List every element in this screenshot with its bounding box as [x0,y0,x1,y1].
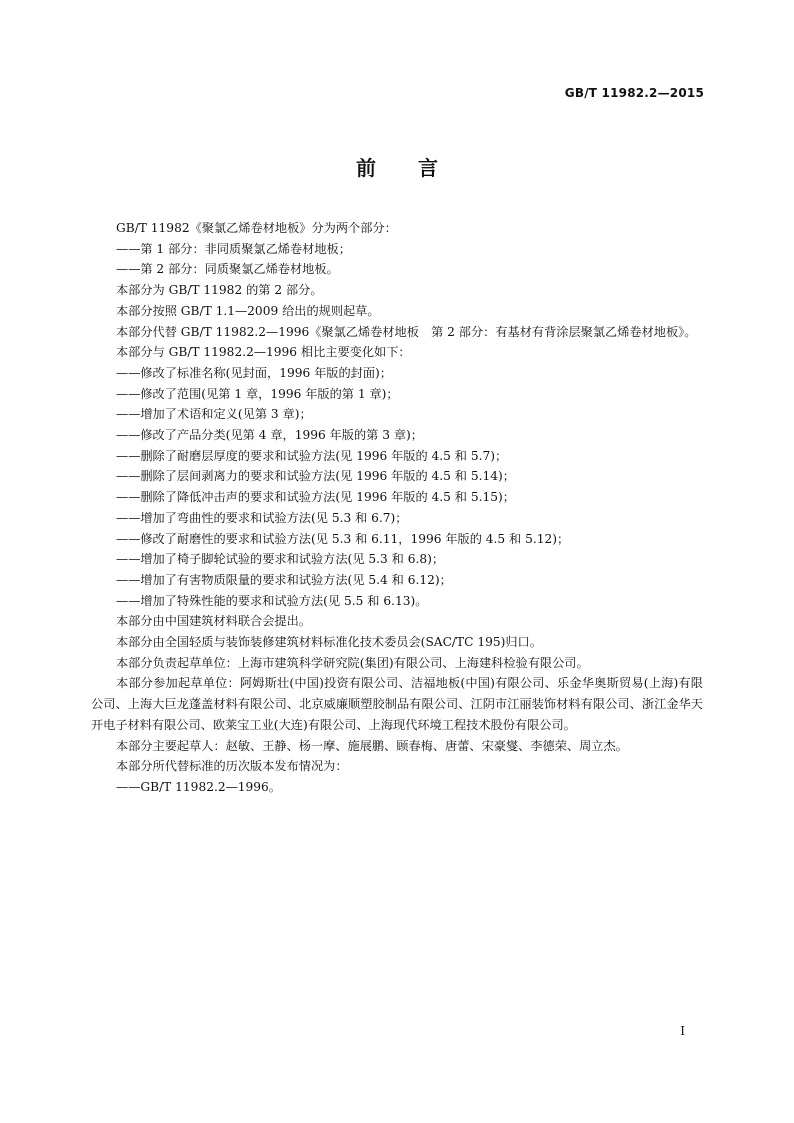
paragraph: ——第 2 部分：同质聚氯乙烯卷材地板。 [116,262,339,277]
paragraph: 本部分所代替标准的历次版本发布情况为： [116,759,348,774]
paragraph: ——GB/T 11982.2—1996。 [116,779,281,794]
paragraph: ——增加了有害物质限量的要求和试验方法(见 5.4 和 6.12)； [116,572,452,587]
paragraph: ——第 1 部分：非同质聚氯乙烯卷材地板； [116,241,351,256]
paragraph: ——修改了耐磨性的要求和试验方法(见 5.3 和 6.11，1996 年版的 4.5 和 5.12)； [116,531,570,546]
paragraph: ——删除了降低冲击声的要求和试验方法(见 1996 年版的 4.5 和 5.15)； [116,490,515,505]
paragraph: 本部分与 GB/T 11982.2—1996 相比主要变化如下： [116,345,411,360]
paragraph: ——增加了术语和定义(见第 3 章)； [116,407,312,422]
page-number: I [680,1024,685,1038]
paragraph: 本部分按照 GB/T 1.1—2009 给出的规则起草。 [116,303,380,318]
paragraph: ——增加了弯曲性的要求和试验方法(见 5.3 和 6.7)； [116,510,408,525]
paragraph: 本部分由全国轻质与装饰装修建筑材料标准化技术委员会(SAC/TC 195)归口。 [116,635,542,650]
paragraph: ——修改了范围(见第 1 章，1996 年版的第 1 章)； [116,386,399,401]
page-title: 前言 [356,156,480,180]
paragraph: 本部分主要起草人：赵敏、王静、杨一摩、施展鹏、顾春梅、唐蕾、宋豪燮、李德荣、周立杰。 [116,738,628,753]
paragraph: ——删除了层间剥离力的要求和试验方法(见 1996 年版的 4.5 和 5.14)； [116,469,515,484]
paragraph: ——增加了椅子脚轮试验的要求和试验方法(见 5.3 和 6.8)； [116,552,445,567]
foreword-body [91,218,703,798]
paragraph: ——修改了标准名称(见封面，1996 年版的封面)； [116,365,392,380]
paragraph: ——删除了耐磨层厚度的要求和试验方法(见 1996 年版的 4.5 和 5.7)； [116,448,508,463]
paragraph: ——增加了特殊性能的要求和试验方法(见 5.5 和 6.13)。 [116,593,428,608]
paragraph: ——修改了产品分类(见第 4 章，1996 年版的第 3 章)； [116,428,423,443]
paragraph: 本部分代替 GB/T 11982.2—1996《聚氯乙烯卷材地板 第 2 部分：有基材有背涂层聚氯乙烯卷材地板》。 [116,324,697,339]
paragraph: 本部分为 GB/T 11982 的第 2 部分。 [116,283,323,298]
paragraph: 本部分参加起草单位：阿姆斯壮(中国)投资有限公司、洁福地板(中国)有限公司、乐金华奥斯贸易(上海)有限公司、上海大巨龙蓬盖材料有限公司、北京威廉顺塑胶制品有限公司、江阴市江丽装饰材料有限公司、浙江金华天开电子材料有限公司、欧莱宝工业(大连)有限公司、上海现代环境工程技术股份有限公司。 [91,676,703,732]
paragraph: 本部分由中国建筑材料联合会提出。 [116,614,311,629]
paragraph: GB/T 11982《聚氯乙烯卷材地板》分为两个部分： [116,221,397,235]
paragraph: 本部分负责起草单位：上海市建筑科学研究院(集团)有限公司、上海建科检验有限公司。 [116,655,589,670]
standard-number: GB/T 11982.2—2015 [564,86,704,100]
